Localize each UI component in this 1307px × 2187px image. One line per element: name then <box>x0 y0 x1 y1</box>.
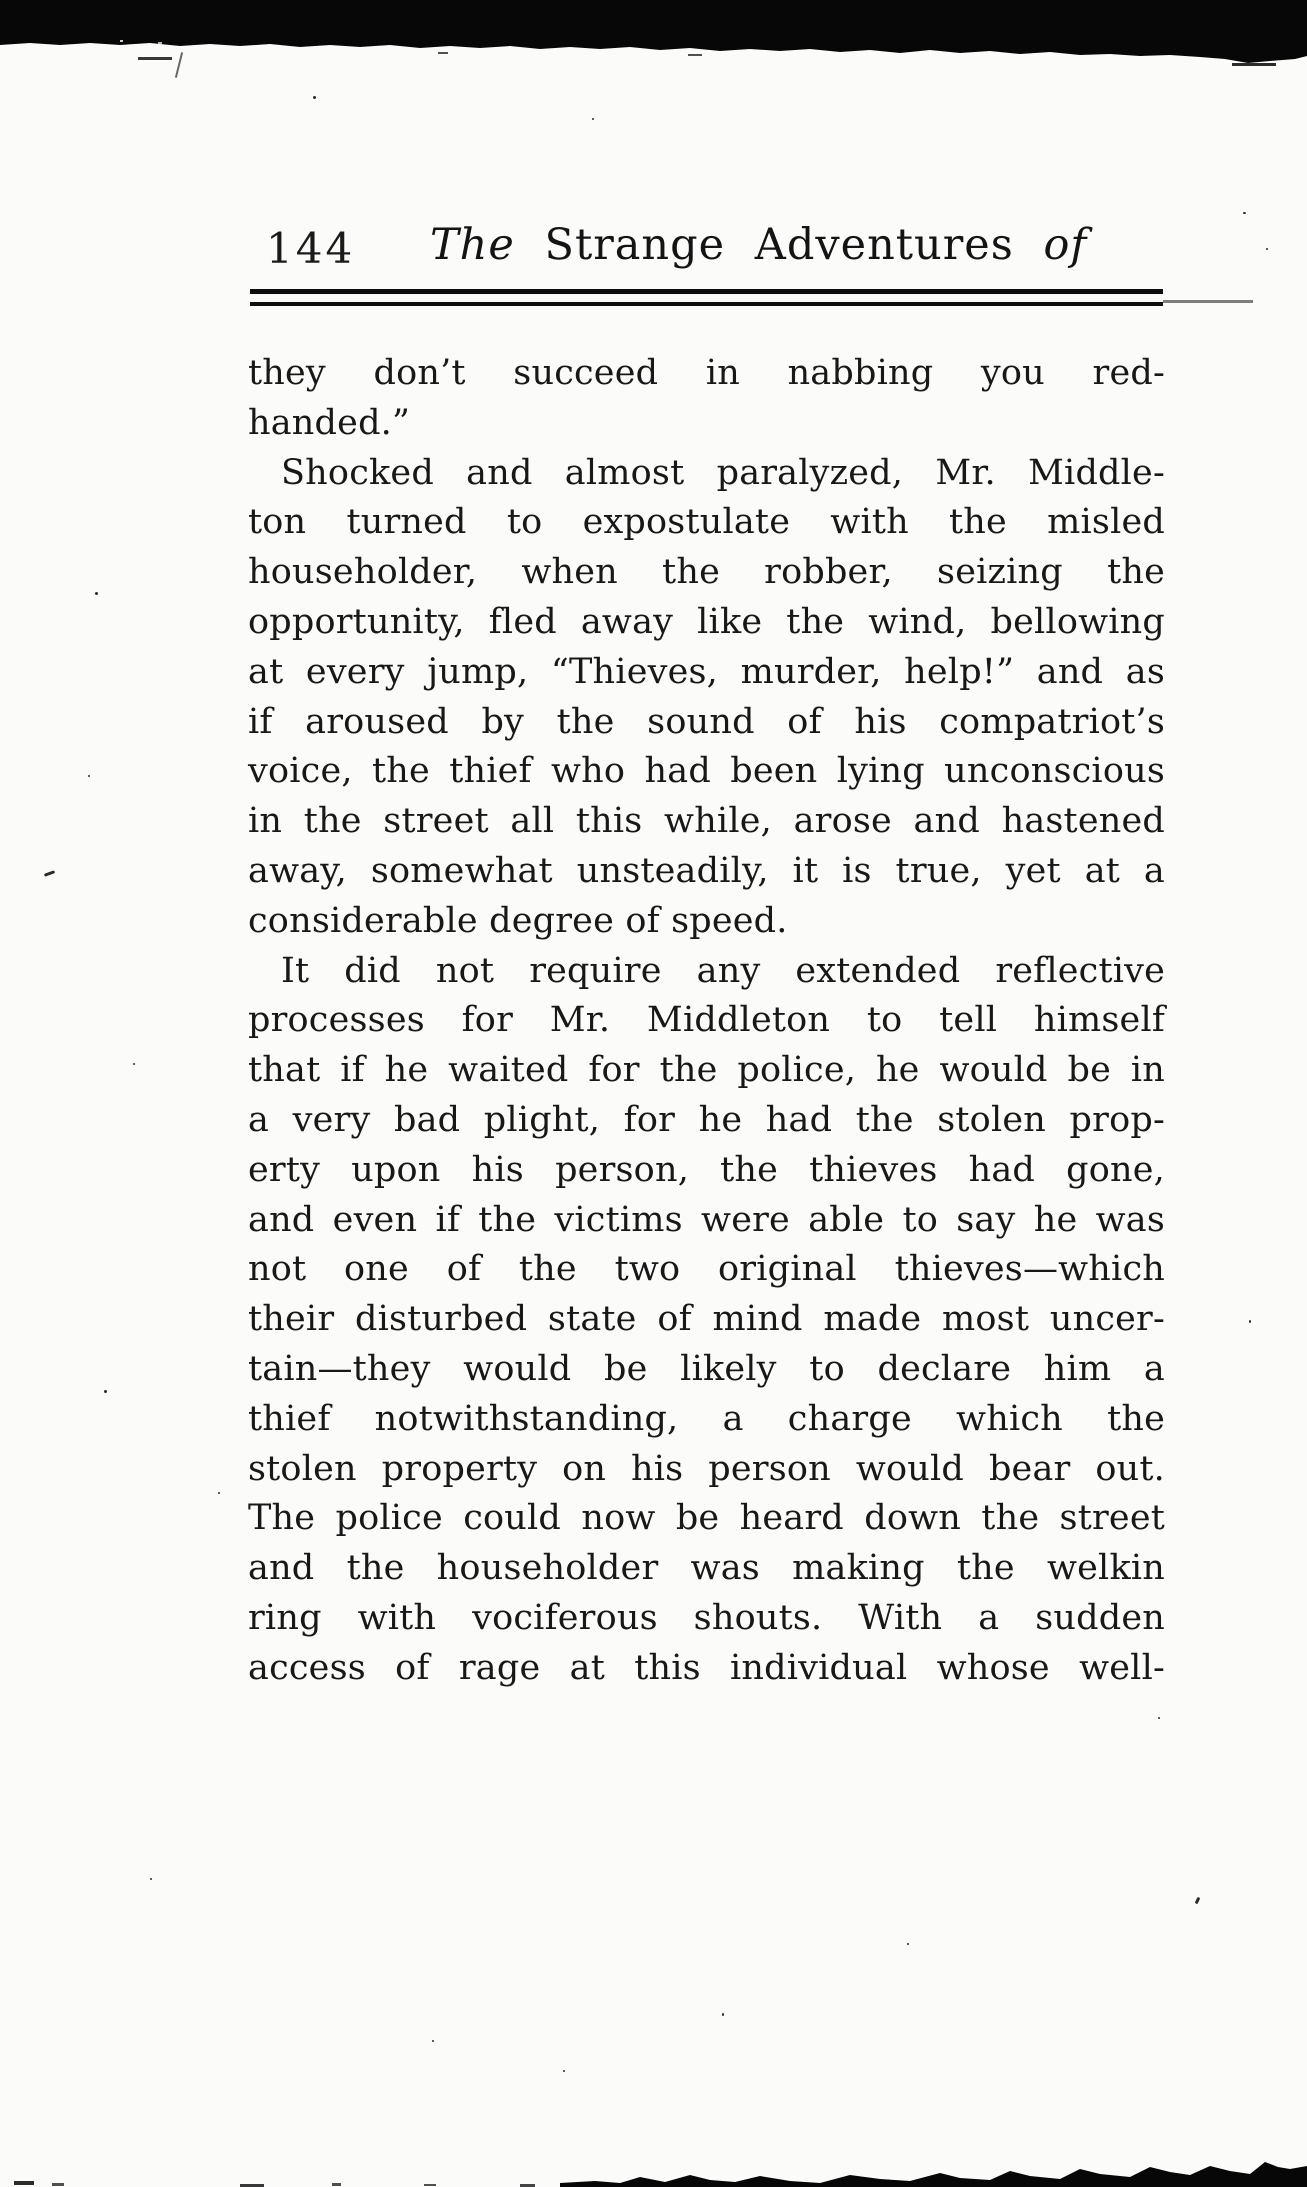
page-header <box>0 220 1307 276</box>
running-title-part: Strange Adventures <box>514 220 1044 270</box>
scan-speck <box>313 96 316 99</box>
header-rule-extension <box>1163 300 1253 303</box>
scan-speck <box>563 2070 565 2072</box>
text-line: if aroused by the sound of his compatriot’s <box>248 701 1165 742</box>
running-title-part-italic: The <box>430 220 515 270</box>
text-line: The police could now be heard down the street <box>248 1498 1165 1539</box>
text-line: It did not require any extended reflective <box>281 950 1165 991</box>
scan-speck <box>150 1878 152 1880</box>
scan-speck <box>907 1943 909 1945</box>
scan-speck <box>95 592 98 595</box>
scan-speck <box>218 1492 220 1494</box>
scan-speck <box>592 118 594 120</box>
text-line: householder, when the robber, seizing the <box>248 552 1165 593</box>
text-line: at every jump, “Thieves, murder, help!” and as <box>248 651 1165 692</box>
text-line: away, somewhat unsteadily, it is true, yet at a <box>248 850 1165 891</box>
text-line: and the householder was making the welkin <box>248 1548 1165 1589</box>
text-line: opportunity, fled away like the wind, bellowing <box>248 601 1165 642</box>
scan-speck <box>44 870 55 877</box>
scan-scratch-mark <box>175 52 183 78</box>
scan-speck <box>722 2013 724 2016</box>
page-number: 144 <box>266 224 356 273</box>
scan-speck <box>1243 212 1246 214</box>
bottom-scan-black-edge <box>0 2153 1307 2187</box>
scan-speck <box>1249 1320 1251 1323</box>
text-line: that if he waited for the police, he would be in <box>248 1050 1165 1091</box>
running-title-part-italic: of <box>1043 220 1088 270</box>
text-line: thief notwithstanding, a charge which the <box>248 1398 1165 1439</box>
body-text-block <box>248 349 1165 1694</box>
text-line: and even if the victims were able to say he was <box>248 1199 1165 1240</box>
text-line: tain—they would be likely to declare him a <box>248 1348 1165 1389</box>
scan-speck <box>104 1390 107 1393</box>
text-line: erty upon his person, the thieves had gone, <box>248 1149 1165 1190</box>
text-line: processes for Mr. Middleton to tell himself <box>248 1000 1165 1041</box>
text-line: they don’t succeed in nabbing you red- <box>248 353 1165 393</box>
text-line: ring with vociferous shouts. With a sudden <box>248 1597 1165 1638</box>
text-line: ton turned to expostulate with the misled <box>248 502 1165 543</box>
running-title <box>430 220 1087 270</box>
scan-speck <box>88 775 90 777</box>
text-line: Shocked and almost paralyzed, Mr. Middle- <box>281 452 1165 493</box>
header-double-rule <box>250 289 1163 306</box>
text-line: in the street all this while, arose and hastened <box>248 801 1165 842</box>
text-line: their disturbed state of mind made most uncer- <box>248 1299 1165 1340</box>
scan-speck <box>1195 1897 1201 1905</box>
text-line: not one of the two original thieves—which <box>248 1249 1165 1290</box>
text-line: stolen property on his person would bear out. <box>248 1448 1165 1489</box>
scan-speck <box>432 2040 434 2042</box>
top-scan-black-bar <box>0 0 1307 72</box>
text-line: access of rage at this individual whose well- <box>248 1647 1165 1688</box>
text-line: voice, the thief who had been lying unconscious <box>248 751 1165 792</box>
scan-speck <box>133 1063 135 1065</box>
text-line: considerable degree of speed. <box>248 900 788 941</box>
scan-speck <box>1266 248 1268 250</box>
scan-speck <box>1158 1717 1160 1719</box>
text-line: a very bad plight, for he had the stolen prop- <box>248 1099 1165 1140</box>
text-line: handed.” <box>248 402 411 443</box>
